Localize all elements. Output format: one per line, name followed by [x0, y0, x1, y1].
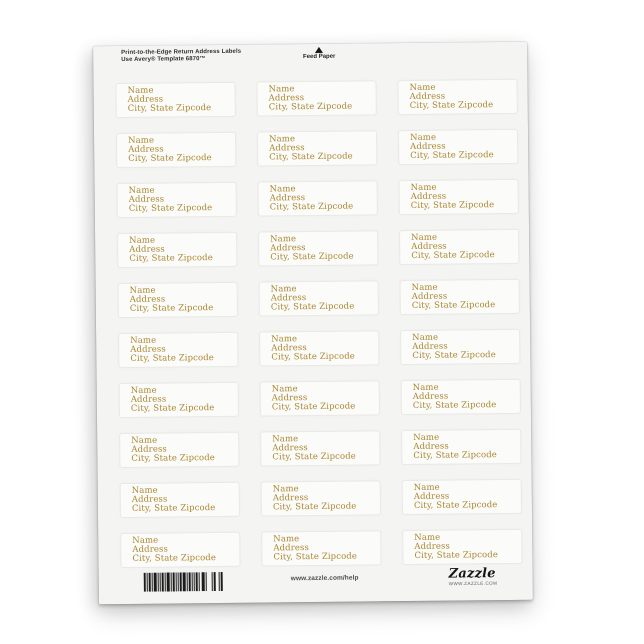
address-label-line2: Address: [268, 93, 305, 104]
address-label-line2: Address: [270, 243, 306, 254]
address-label-line2: Address: [130, 344, 166, 356]
address-label: [258, 230, 378, 266]
address-label-line2: Address: [413, 491, 450, 503]
template-info-line2: Use Avery® Template 6870™: [121, 56, 206, 63]
address-label-line1: Name: [412, 382, 439, 394]
zazzle-sub-text: WWW.ZAZZLE.COM: [448, 581, 498, 587]
address-label-line3: City, State Zipcode: [269, 201, 354, 213]
address-label: [402, 479, 522, 515]
address-label: [258, 180, 378, 216]
address-label-line3: City, State Zipcode: [270, 301, 355, 313]
address-label-line3: City, State Zipcode: [412, 399, 497, 411]
address-label-line3: City, State Zipcode: [273, 551, 357, 563]
address-label-line3: City, State Zipcode: [413, 499, 498, 511]
address-label-line1: Name: [269, 134, 296, 145]
zazzle-logo: Zazzle: [448, 566, 496, 582]
label-sheet: [93, 42, 533, 605]
address-label: [397, 79, 517, 115]
address-label: [400, 329, 520, 365]
address-label-line1: Name: [131, 485, 158, 497]
address-label: [260, 380, 380, 416]
address-label-line2: Address: [413, 441, 449, 453]
address-label: [119, 432, 239, 468]
address-label-line2: Address: [412, 391, 449, 403]
address-label: [117, 182, 237, 218]
address-label-line2: Address: [411, 241, 447, 253]
address-label-line2: Address: [128, 144, 164, 156]
address-label-line3: City, State Zipcode: [411, 299, 496, 311]
address-label: [261, 480, 381, 516]
address-label-line2: Address: [414, 541, 450, 553]
address-label: [257, 130, 377, 166]
address-label-line3: City, State Zipcode: [409, 99, 494, 111]
address-label-line1: Name: [271, 334, 298, 345]
address-label-line1: Name: [413, 432, 440, 444]
address-label-line3: City, State Zipcode: [129, 302, 214, 314]
address-label-line3: City, State Zipcode: [271, 401, 356, 413]
address-label-line2: Address: [129, 294, 166, 306]
address-label-line3: City, State Zipcode: [127, 102, 212, 114]
address-label-line3: City, State Zipcode: [128, 152, 212, 164]
address-label-line1: Name: [409, 83, 436, 94]
address-label-line2: Address: [411, 291, 448, 303]
template-info-line1: Print-to-the-Edge Return Address Labels: [121, 48, 242, 56]
labels-grid: [115, 79, 522, 568]
brand-block: [449, 566, 559, 587]
address-label-line2: Address: [409, 91, 446, 103]
address-label-line3: City, State Zipcode: [410, 199, 495, 211]
address-label-line1: Name: [414, 532, 441, 544]
address-label-line3: City, State Zipcode: [268, 101, 353, 113]
address-label-line1: Name: [271, 384, 298, 395]
address-label-line3: City, State Zipcode: [269, 151, 353, 163]
address-label-line3: City, State Zipcode: [129, 252, 213, 264]
address-label: [260, 430, 380, 466]
address-label-line1: Name: [130, 335, 157, 347]
address-label-line1: Name: [272, 484, 299, 495]
address-label-line2: Address: [269, 143, 305, 154]
address-label-line2: Address: [272, 443, 308, 454]
address-label-line1: Name: [272, 434, 299, 445]
address-label: [116, 132, 236, 168]
address-label-line2: Address: [130, 394, 167, 406]
address-label: [398, 129, 518, 165]
address-label-line1: Name: [128, 135, 155, 147]
address-label-line3: City, State Zipcode: [128, 202, 213, 214]
template-info: [121, 49, 241, 64]
address-label-line3: City, State Zipcode: [413, 449, 497, 461]
address-label-line3: City, State Zipcode: [132, 552, 216, 564]
feed-paper-marker: [303, 47, 335, 60]
address-label-line2: Address: [272, 493, 309, 504]
address-label-line3: City, State Zipcode: [130, 402, 215, 414]
address-label: [401, 379, 521, 415]
feed-paper-label: Feed Paper: [303, 53, 336, 61]
address-label-line1: Name: [129, 285, 156, 297]
barcode: [144, 572, 224, 592]
address-label-line1: Name: [412, 332, 439, 344]
address-label: [399, 179, 519, 215]
address-label: [400, 279, 520, 315]
address-label-line1: Name: [270, 234, 297, 245]
address-label-line1: Name: [128, 185, 155, 197]
address-label-line2: Address: [410, 191, 447, 203]
address-label-line1: Name: [411, 282, 438, 294]
address-label-line2: Address: [410, 141, 446, 153]
address-label: [118, 332, 238, 368]
address-label: [256, 80, 376, 116]
address-label-line2: Address: [131, 444, 167, 456]
address-label-line1: Name: [132, 535, 159, 547]
address-label-line3: City, State Zipcode: [410, 149, 494, 161]
address-label-line3: City, State Zipcode: [272, 451, 356, 463]
address-label-line2: Address: [269, 193, 306, 204]
address-label-line2: Address: [131, 494, 168, 506]
address-label-line1: Name: [127, 85, 154, 97]
address-label-line2: Address: [129, 244, 165, 256]
address-label-line3: City, State Zipcode: [131, 502, 216, 514]
address-label-line1: Name: [268, 84, 295, 95]
address-label-line3: City, State Zipcode: [272, 501, 357, 513]
address-label: [259, 280, 379, 316]
address-label-line1: Name: [413, 482, 440, 494]
address-label-line1: Name: [410, 132, 437, 144]
address-label: [117, 232, 237, 268]
address-label: [261, 530, 381, 566]
address-label-line3: City, State Zipcode: [130, 352, 214, 364]
address-label: [118, 282, 238, 318]
address-label-line2: Address: [412, 341, 448, 353]
address-label-line2: Address: [273, 543, 309, 554]
address-label-line2: Address: [271, 393, 308, 404]
address-label-line1: Name: [269, 184, 296, 195]
address-label-line1: Name: [270, 284, 297, 295]
help-url: www.zazzle.com/help: [290, 574, 359, 583]
address-label-line2: Address: [128, 194, 165, 206]
address-label-line1: Name: [411, 232, 438, 244]
feed-direction-icon: [315, 47, 323, 53]
address-label-line2: Address: [132, 544, 168, 555]
address-label-line2: Address: [270, 293, 307, 304]
address-label-line1: Name: [410, 182, 437, 194]
address-label-line1: Name: [130, 385, 157, 397]
address-label-line3: City, State Zipcode: [271, 351, 355, 363]
address-label-line3: City, State Zipcode: [412, 349, 496, 361]
address-label: [119, 382, 239, 418]
address-label-line2: Address: [127, 94, 164, 106]
address-label-line3: City, State Zipcode: [411, 249, 495, 261]
address-label: [401, 429, 521, 465]
address-label-line1: Name: [273, 534, 300, 545]
address-label: [402, 529, 522, 565]
address-label-line3: City, State Zipcode: [270, 251, 354, 263]
address-label-line1: Name: [129, 235, 156, 247]
address-label: [120, 532, 240, 568]
address-label: [399, 229, 519, 265]
address-label-line1: Name: [131, 435, 158, 447]
address-label-line3: City, State Zipcode: [131, 452, 215, 464]
address-label: [259, 330, 379, 366]
address-label: [120, 482, 240, 518]
address-label: [115, 82, 235, 118]
address-label-line3: City, State Zipcode: [414, 549, 498, 561]
address-label-line2: Address: [271, 343, 307, 354]
